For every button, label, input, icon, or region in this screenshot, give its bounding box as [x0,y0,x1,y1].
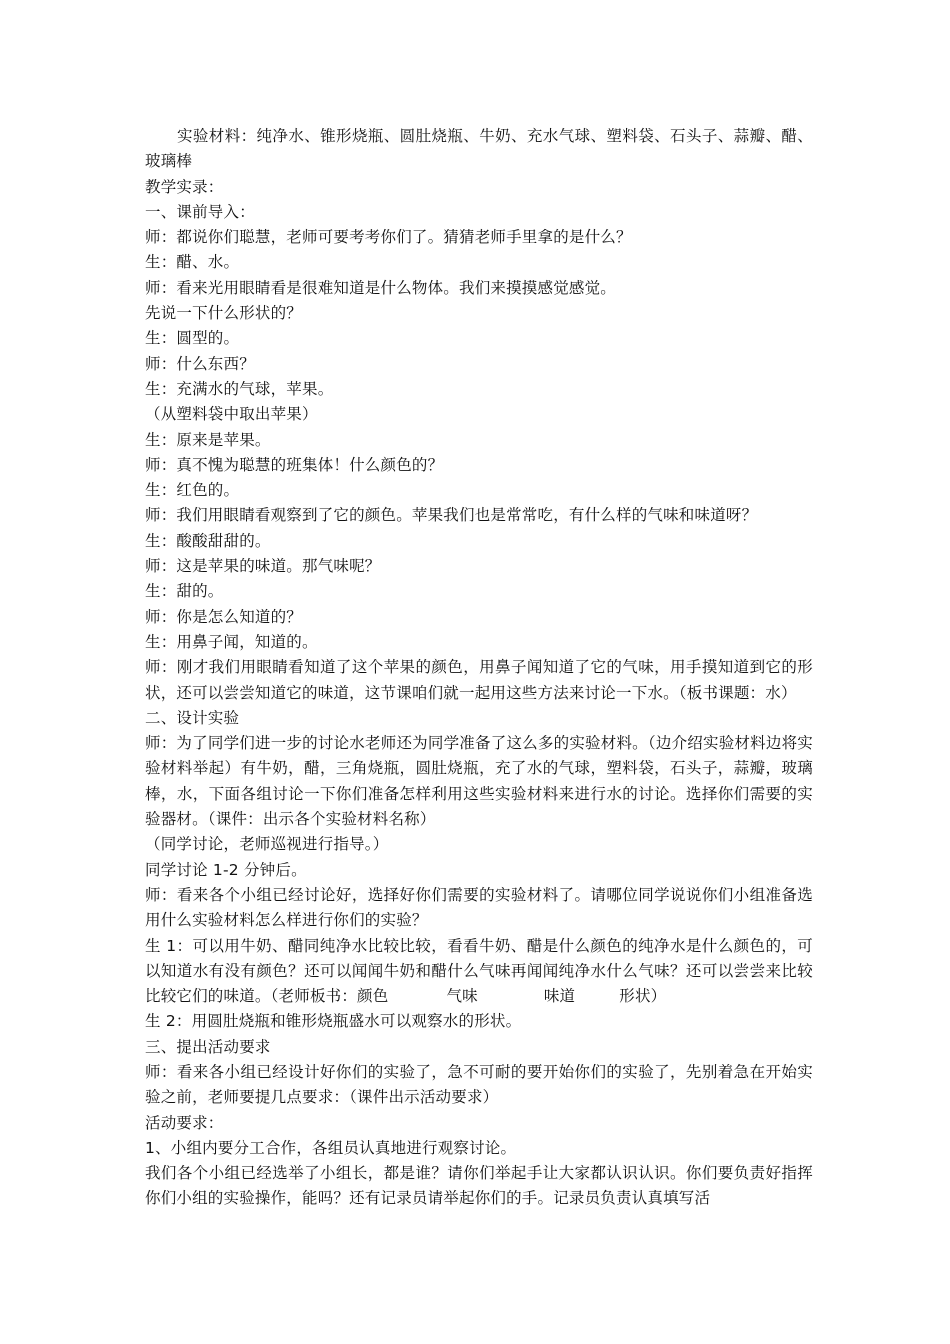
dialogue-line: 师：什么东西？ [145,354,255,373]
document-body [145,124,813,1212]
dialogue-line: 生：原来是苹果。 [145,430,271,449]
dialogue-line: 师：都说你们聪慧，老师可要考考你们了。猜猜老师手里拿的是什么？ [145,228,632,247]
dialogue-line: 师：你是怎么知道的？ [145,607,303,626]
dialogue-line: 生：醋、水。 [145,253,240,272]
materials-line: 实验材料：纯净水、锥形烧瓶、圆肚烧瓶、牛奶、充水气球、塑料袋、石头子、蒜瓣、醋、玻璃棒 [145,127,813,171]
section-3-title: 三、提出活动要求 [145,1037,271,1056]
dialogue-line: 生：充满水的气球，苹果。 [145,379,334,398]
board-item-shape: 形状） [619,987,667,1006]
dialogue-line: 生：圆型的。 [145,329,240,348]
dialogue-paragraph: 师：看来各个小组已经讨论好，选择好你们需要的实验材料了。请哪位同学说说你们小组准备选用什么实验材料怎么样进行你们的实验？ [145,885,813,930]
section-1-title: 一、课前导入： [145,202,255,221]
stage-direction: （从塑料袋中取出苹果） [145,405,318,424]
student-1-answer: 生 1：可以用牛奶、醋同纯净水比较比较，看看牛奶、醋是什么颜色的纯净水是什么颜色的，可以知道水有没有颜色？还可以闻闻牛奶和醋什么气味再闻闻纯净水什么气味？还可以尝尝来比较比较它们的味道。（老师板书：颜色 [145,936,813,1006]
dialogue-paragraph [145,934,813,1010]
narration-paragraph: 我们各个小组已经选举了小组长，都是谁？请你们举起手让大家都认识认识。你们要负责好指挥你们小组的实验操作，能吗？还有记录员请举起你们的手。记录员负责认真填写活 [145,1164,813,1208]
board-item-taste: 味道 [543,987,576,1006]
dialogue-line: 师：看来光用眼睛看是很难知道是什么物体。我们来摸摸感觉感觉。 [145,278,617,297]
narration-line: 同学讨论 1-2 分钟后。 [145,860,307,879]
dialogue-line: 师：这是苹果的味道。那气味呢？ [145,557,381,576]
dialogue-line: 生：酸酸甜甜的。 [145,531,271,550]
dialogue-line: 生：红色的。 [145,481,240,500]
section-2-title: 二、设计实验 [145,708,240,727]
record-title: 教学实录： [145,177,224,196]
dialogue-line: 生：甜的。 [145,582,224,601]
dialogue-line: 生：用鼻子闻，知道的。 [145,632,318,651]
dialogue-paragraph: 师：刚才我们用眼睛看知道了这个苹果的颜色，用鼻子闻知道了它的气味，用手摸知道到它的形状，还可以尝尝知道它的味道，这节课咱们就一起用这些方法来讨论一下水。（板书课题：水） [145,658,813,702]
board-item-smell: 气味 [446,987,478,1006]
dialogue-paragraph: 师：为了同学们进一步的讨论水老师还为同学准备了这么多的实验材料。（边介绍实验材料边将实验材料举起）有牛奶，醋，三角烧瓶，圆肚烧瓶，充了水的气球，塑料袋，石头子，蒜瓣，玻璃棒，水，下面各组讨论一下你们准备怎样利用这些实验材料来进行水的讨论。选择你们需要的实验器材。（课件：出示各个实验材料名称） [145,734,813,829]
requirements-title: 活动要求： [145,1113,224,1132]
dialogue-line: 师：真不愧为聪慧的班集体！什么颜色的？ [145,455,444,474]
dialogue-line: 师：我们用眼睛看观察到了它的颜色。苹果我们也是常常吃，有什么样的气味和味道呀？ [145,506,758,525]
dialogue-line: 先说一下什么形状的？ [145,304,303,323]
dialogue-paragraph: 师：看来各小组已经设计好你们的实验了，急不可耐的要开始你们的实验了，先别着急在开始实验之前，老师要提几点要求：（课件出示活动要求） [145,1062,813,1107]
stage-direction: （同学讨论，老师巡视进行指导。） [145,835,389,854]
requirement-item: 1、小组内要分工合作，各组员认真地进行观察讨论。 [145,1138,517,1157]
dialogue-line: 生 2：用圆肚烧瓶和锥形烧瓶盛水可以观察水的形状。 [145,1012,522,1031]
